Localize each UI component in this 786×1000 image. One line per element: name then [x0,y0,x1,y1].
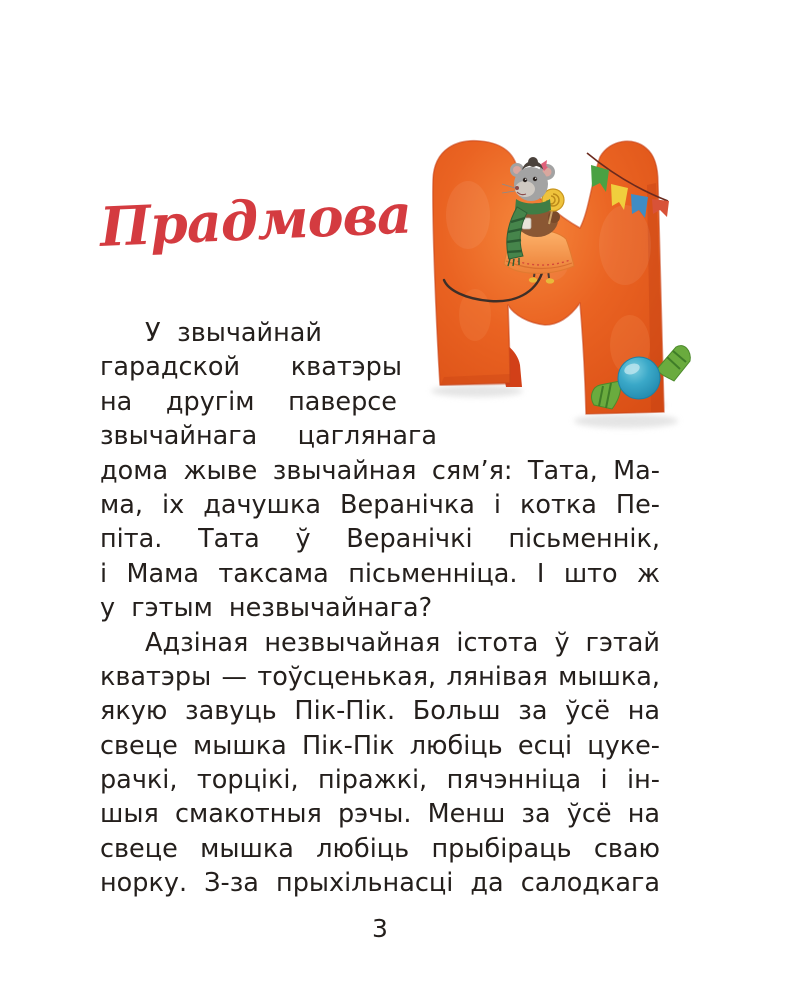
text-line: гарадской кватэры [100,352,402,383]
text-line: норку. З-за прыхільнасці да салодкага [100,868,660,899]
text-line: ма, іх дачушка Веранічка і котка Пе- [100,489,660,520]
text-line: звычайнага цаглянага [100,421,437,452]
text-line: і Мама таксама пісьменніца. І што ж [100,558,660,589]
text-line: кватэры — тоўсценькая, лянівая мышка, [100,661,660,692]
text-line: свеце мышка Пік-Пік любіць есці цуке- [100,730,660,761]
text-line: у гэтым незвычайнага? [100,593,433,624]
text-line: на другім паверсе [100,386,397,417]
text-line: Адзіная незвычайная істота ў гэтай [145,627,660,658]
chapter-title: Прадмова [98,181,413,259]
body-text [100,316,660,901]
page-number: 3 [372,914,388,943]
text-line: дома жыве звычайная сям’я: Тата, Ма- [100,455,660,486]
text-line: У звычайнай [145,318,322,348]
text-line: піта. Тата ў Веранічкі пісьменнік, [100,524,660,555]
text-line: рачкі, торцікі, піражкі, пячэнніца і ін- [100,765,660,796]
text-line: якую завуць Пік-Пік. Больш за ўсё на [100,696,660,727]
text-line: свеце мышка любіць прыбіраць сваю [100,833,660,864]
text-line: шыя смакотныя рэчы. Менш за ўсё на [100,799,660,830]
